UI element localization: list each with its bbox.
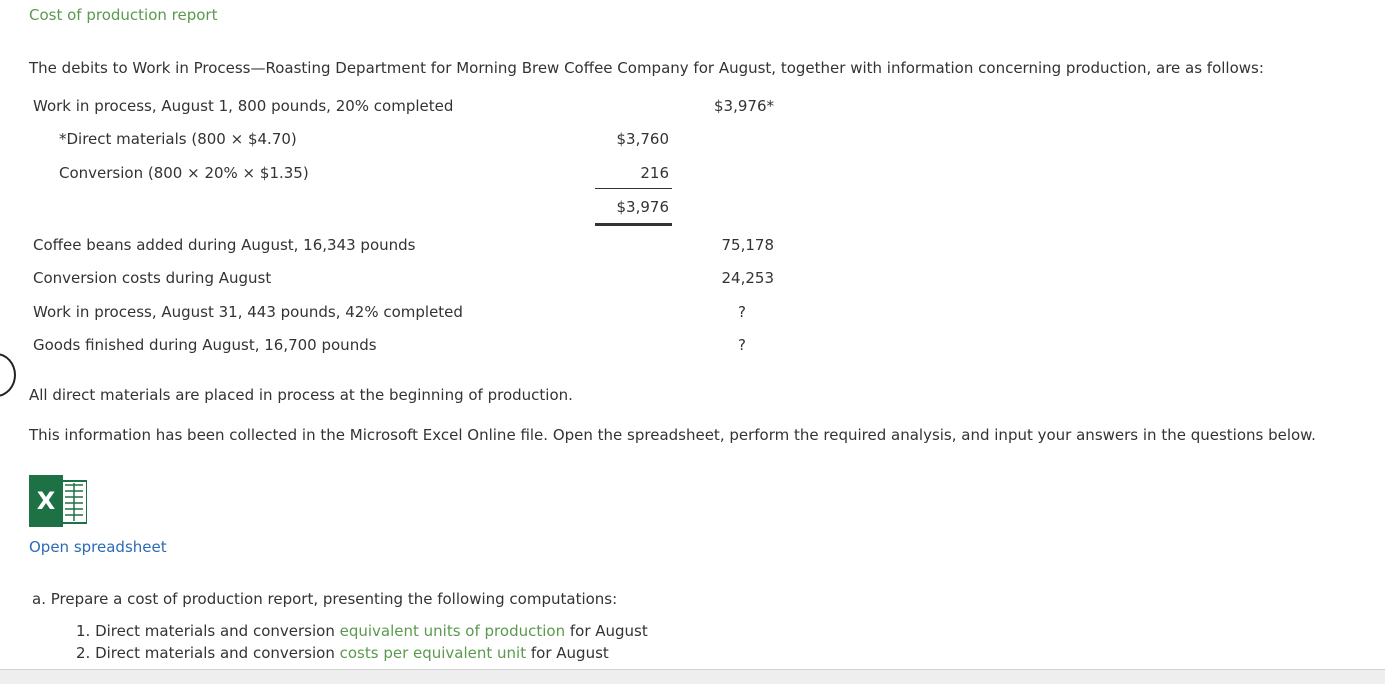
circle-cursor-icon	[0, 353, 16, 397]
excel-note: This information has been collected in the Microsoft Excel Online file. Open the spreadsheet, perform the required analysis, and input your answers in the questions below.	[29, 426, 1316, 444]
table-row-label: Work in process, August 31, 443 pounds, 42% completed	[33, 303, 463, 321]
table-row-label: Coffee beans added during August, 16,343 pounds	[33, 236, 416, 254]
question-item-text: for August	[530, 644, 609, 662]
table-row-label: *Direct materials (800 × $4.70)	[59, 130, 297, 148]
table-row-amount: 24,253	[721, 269, 774, 287]
table-row-amount: $3,976*	[714, 97, 774, 115]
question-item	[76, 622, 648, 640]
question-item-text: Direct materials and conversion	[95, 622, 335, 640]
table-row-amount: ?	[738, 303, 746, 321]
question-item-number: 1.	[76, 622, 91, 640]
page-title: Cost of production report	[29, 6, 218, 24]
question-item-number: 2.	[76, 644, 91, 662]
question-prompt: a. Prepare a cost of production report, presenting the following computations:	[32, 590, 618, 608]
total-double-rule	[595, 223, 672, 226]
table-row-subamount: $3,760	[616, 130, 669, 148]
question-item-text: for August	[569, 622, 648, 640]
table-row-label: Work in process, August 1, 800 pounds, 20% completed	[33, 97, 454, 115]
materials-note: All direct materials are placed in process at the beginning of production.	[29, 386, 573, 404]
table-row-subamount: 216	[640, 164, 669, 182]
table-row-label: Conversion costs during August	[33, 269, 272, 287]
table-row-amount: ?	[738, 336, 746, 354]
equivalent-units-link[interactable]: equivalent units of production	[339, 622, 566, 640]
question-item-text: Direct materials and conversion	[95, 644, 335, 662]
subtotal-rule	[595, 188, 672, 189]
excel-icon-letter: X	[36, 487, 56, 515]
intro-paragraph: The debits to Work in Process—Roasting Department for Morning Brew Coffee Company for August, together with information concerning production, are as follows:	[29, 59, 1264, 77]
table-row-subtotal: $3,976	[616, 198, 669, 216]
open-spreadsheet-link[interactable]: Open spreadsheet	[29, 538, 167, 556]
table-row-label: Conversion (800 × 20% × $1.35)	[59, 164, 309, 182]
table-row-amount: 75,178	[721, 236, 774, 254]
cost-per-unit-link[interactable]: costs per equivalent unit	[339, 644, 527, 662]
excel-icon[interactable]	[29, 475, 87, 527]
table-row-label: Goods finished during August, 16,700 pounds	[33, 336, 377, 354]
question-item	[76, 644, 609, 662]
horizontal-scrollbar[interactable]	[0, 669, 1385, 684]
